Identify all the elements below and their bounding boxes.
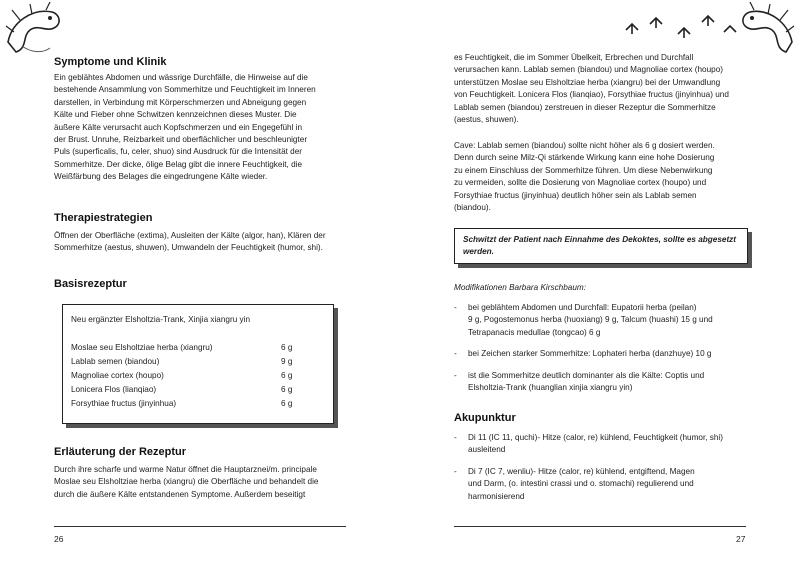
text-line: der Brust. Unruhe, Reizbarkeit und oberflächlicher und beschleunigter — [54, 135, 308, 144]
note-text: Schwitzt der Patient nach Einnahme des Dekoktes, sollte es abgesetzt werden. — [463, 235, 736, 257]
recipe-box — [62, 304, 334, 424]
text-line: Moslae seu Elsholtziae herba (xiangru) die Oberfläche und behandelt die — [54, 477, 319, 487]
recipe-herb: Moslae seu Elsholtziae herba (xiangru) — [71, 343, 213, 352]
birds-icon — [620, 14, 740, 42]
text-line: Kälte und Fieber ohne Schwitzen kennzeichnen dieses Muster. Die — [54, 110, 297, 120]
akupunktur-heading: Akupunktur — [454, 412, 516, 424]
text-line: äußere Kälte verursacht auch Kopfschmerzen und ein Engegefühl in — [54, 122, 303, 132]
text-line: Durch ihre scharfe und warme Natur öffnet die Hauptarznei/m. principale — [54, 465, 317, 474]
list-item-line: Tetrapanacis medullae (tongcao) 6 g — [468, 327, 601, 337]
recipe-row — [71, 399, 321, 408]
text-line: zu einem Einschluss der Sommerhitze führen. Um diese Nebenwirkung — [454, 165, 713, 175]
text-line: Puls (superficalis, fu, celer, shuo) sind Ausdruck für die Intensität der — [54, 147, 303, 157]
list-item — [454, 466, 746, 503]
list-item-line: Di 7 (IC 7, wenliu)- Hitze (calor, re) kühlend, entgiftend, Magen — [468, 466, 695, 476]
recipe-row — [71, 343, 321, 352]
recipe-amount: 6 g — [281, 371, 293, 380]
list-item — [454, 432, 746, 457]
footer-rule — [454, 526, 746, 527]
recipe-row — [71, 357, 321, 366]
list-item-line: ist die Sommerhitze deutlich dominanter als die Kälte: Coptis und — [468, 370, 705, 380]
dragon-icon — [738, 2, 798, 62]
text-line: Weißfärbung des Belages die eingedrungene Kälte wieder. — [54, 172, 268, 182]
text-line: Lablab semen (biandou) zerstreuen in dieser Rezeptur die Sommerhitze — [454, 102, 716, 112]
text-line: Cave: Lablab semen (biandou) sollte nicht höher als 6 g dosiert werden. — [454, 141, 715, 150]
text-line: Forsythiae fructus (jinyinhua) deutlich höher sein als Lablab semen — [454, 190, 697, 200]
note-box — [454, 228, 748, 264]
dash-icon: - — [454, 303, 457, 312]
text-line: Sommerhitze. Der dicke, ölige Belag gibt die innere Feuchtigkeit, die — [54, 159, 303, 169]
text-line: zu vermeiden, sollte die Dosierung von Magnoliae cortex (houpo) und — [454, 178, 707, 188]
recipe-amount: 6 g — [281, 385, 293, 394]
text-line: bestehende Ansammlung von Sommerhitze und Feuchtigkeit im Inneren — [54, 85, 316, 95]
footer-rule — [54, 526, 346, 527]
recipe-herb: Lonicera Flos (lianqiao) — [71, 385, 157, 394]
list-item-line: bei Zeichen starker Sommerhitze: Lophateri herba (danzhuye) 10 g — [468, 349, 712, 359]
recipe-title: Neu ergänzter Elsholtzia-Trank, Xinjia xiangru yin — [71, 315, 250, 324]
text-line: durch die äußere Kälte entstandenen Symptome. Außerdem beseitigt — [54, 489, 306, 499]
recipe-row — [71, 371, 321, 380]
page-number: 27 — [736, 534, 746, 544]
list-item — [454, 348, 746, 360]
recipe-row — [71, 385, 321, 394]
text-line: Denn durch seine Milz-Qi stärkende Wirkung kann eine hohe Dosierung — [454, 153, 715, 163]
list-item-line: bei geblähtem Abdomen und Durchfall: Eupatorii herba (peilan) — [468, 303, 697, 312]
list-item — [454, 370, 746, 395]
list-item — [454, 302, 746, 339]
basis-heading: Basisrezeptur — [54, 278, 127, 290]
dragon-icon — [2, 2, 66, 62]
text-line: Sommerhitze (aestus, shuwen), Umwandeln der Feuchtigkeit (humor, shi). — [54, 243, 323, 253]
therapie-heading: Therapiestrategien — [54, 212, 153, 224]
dash-icon: - — [454, 433, 457, 442]
text-line: (aestus, shuwen). — [454, 115, 519, 124]
text-line: unterstützen Moslae seu Elsholtziae herba (xiangru) bei der Umwandlung — [454, 77, 721, 87]
list-item-line: Elsholtzia-Trank (huanglian xinjia xiangru yin) — [468, 383, 633, 392]
page-number: 26 — [54, 534, 64, 544]
list-item-line: und Darm, (o. intestini crassi und o. stomachi) regulierend und — [468, 479, 694, 489]
text-line: darstellen, in Verbindung mit Körperschmerzen und Abneigung gegen — [54, 97, 307, 107]
list-item-line: ausleitend — [468, 445, 506, 455]
recipe-amount: 9 g — [281, 357, 293, 366]
recipe-amount: 6 g — [281, 343, 293, 352]
recipe-herb: Magnoliae cortex (houpo) — [71, 371, 164, 380]
right-page — [400, 0, 800, 566]
text-line: Öffnen der Oberfläche (extima), Ausleiten der Kälte (algor, han), Klären der — [54, 231, 326, 240]
text-line: von Feuchtigkeit. Lonicera Flos (lianqiao), Forsythiae fructus (jinyinhua) und — [454, 90, 729, 100]
dash-icon: - — [454, 349, 457, 359]
dash-icon: - — [454, 466, 457, 476]
list-item-line: harmonisierend — [468, 491, 525, 501]
erlaeuterung-heading: Erläuterung der Rezeptur — [54, 446, 187, 458]
recipe-herb: Forsythiae fructus (jinyinhua) — [71, 399, 177, 408]
text-line: (biandou). — [454, 203, 491, 212]
text-line: verursachen kann. Lablab semen (biandou) und Magnoliae cortex (houpo) — [454, 65, 723, 75]
recipe-amount: 6 g — [281, 399, 293, 408]
list-item-line: 9 g, Pogostemonus herba (huoxiang) 9 g, Talcum (huashi) 15 g und — [468, 315, 713, 325]
recipe-herb: Lablab semen (biandou) — [71, 357, 160, 366]
symptome-heading: Symptome und Klinik — [54, 56, 167, 68]
list-item-line: Di 11 (IC 11, quchi)- Hitze (calor, re) kühlend, Feuchtigkeit (humor, shi) — [468, 433, 723, 442]
text-line: Ein geblähtes Abdomen und wässrige Durchfälle, die Hinweise auf die — [54, 73, 308, 82]
modifications-label: Modifikationen Barbara Kirschbaum: — [454, 283, 586, 292]
dash-icon: - — [454, 370, 457, 380]
text-line: es Feuchtigkeit, die im Sommer Übelkeit, Erbrechen und Durchfall — [454, 53, 694, 62]
